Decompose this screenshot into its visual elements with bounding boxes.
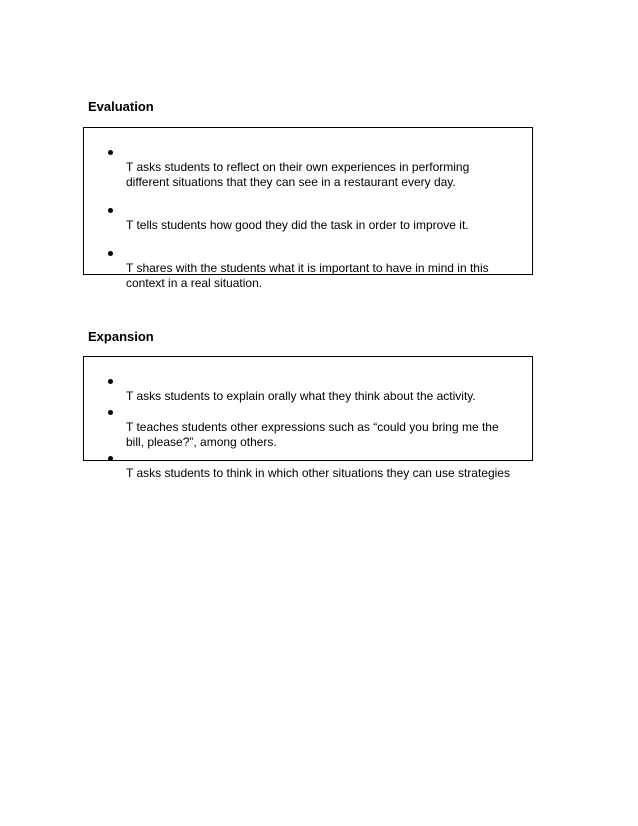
expansion-box (83, 356, 533, 480)
list-item (84, 374, 532, 404)
list-item-text: T asks students to reflect on their own experiences in performing different situations that they can see in a restaurant every day. (126, 160, 470, 189)
evaluation-box (83, 127, 533, 290)
evaluation-list (84, 145, 532, 304)
list-item-text: T tells students how good they did the task in order to improve it. (126, 218, 469, 232)
list-item (84, 451, 532, 481)
list-item-text: T asks students to think in which other situations they can use strategies (126, 466, 510, 480)
bullet-icon (108, 410, 113, 415)
list-item (84, 405, 532, 450)
evaluation-heading: Evaluation (88, 99, 154, 114)
list-item (84, 203, 532, 233)
list-item-text: T asks students to explain orally what they think about the activity. (126, 389, 476, 403)
expansion-list (84, 374, 532, 482)
list-item (84, 246, 532, 291)
bullet-icon (108, 251, 113, 256)
list-item-text: T teaches students other expressions such as “could you bring me the bill, please?”, among others. (126, 420, 499, 449)
bullet-icon (108, 208, 113, 213)
list-item-text: T shares with the students what it is important to have in mind in this context in a real situation. (126, 261, 489, 290)
bullet-icon (108, 456, 113, 461)
bullet-icon (108, 379, 113, 384)
list-item (84, 145, 532, 190)
expansion-heading: Expansion (88, 329, 154, 344)
bullet-icon (108, 150, 113, 155)
